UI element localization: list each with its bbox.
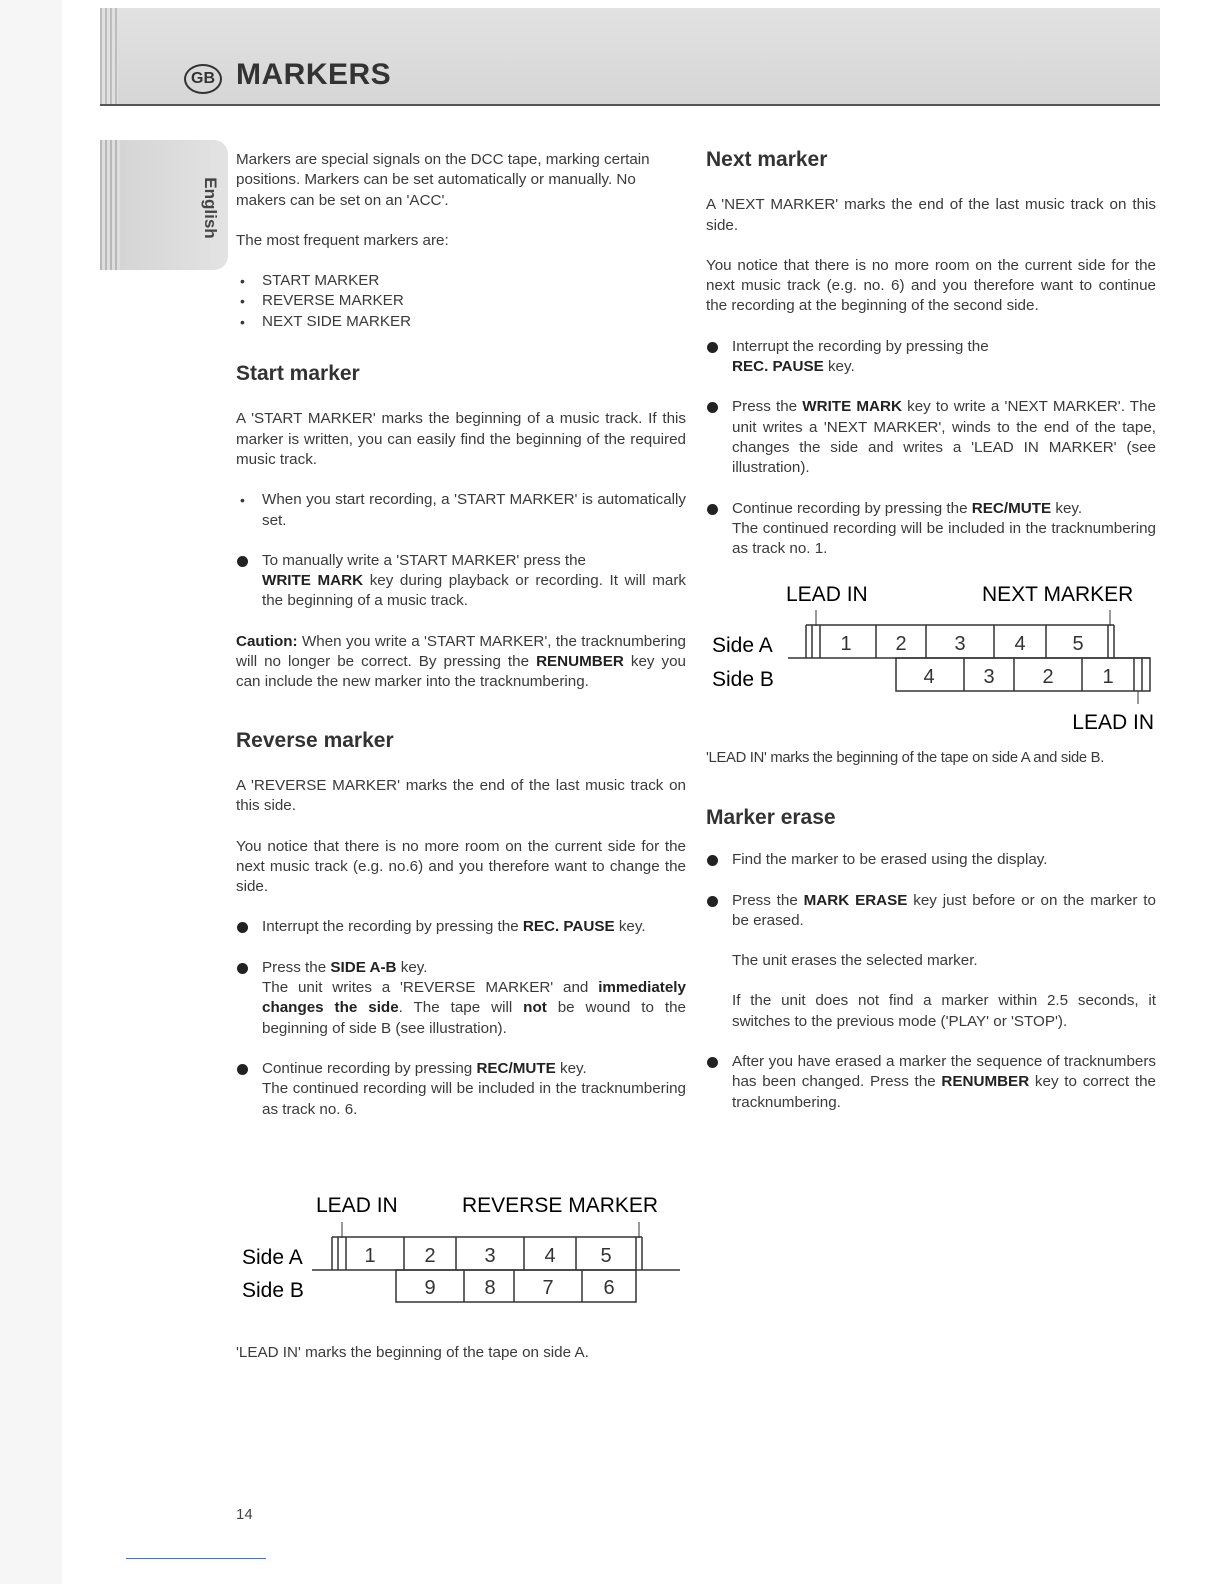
side-b-track: 6 — [603, 1277, 615, 1299]
key-renumber: RENUMBER — [536, 653, 624, 671]
erase-bullet-1: Find the marker to be erased using the display. — [706, 850, 1156, 870]
page-title: MARKERS — [236, 58, 392, 91]
text-span: key you can include the new marker into the tracknumbering. — [236, 653, 686, 691]
reverse-bullet-2 — [236, 958, 686, 1039]
diagram-label-reverse-marker: REVERSE MARKER — [462, 1194, 659, 1217]
side-a-track: 4 — [1014, 633, 1026, 655]
reverse-marker-heading: Reverse marker — [236, 728, 394, 752]
text-span: key. — [1055, 499, 1083, 517]
tab-stripes — [100, 140, 120, 270]
key-rec-mute: REC/MUTE — [971, 499, 1052, 517]
side-a-track: 2 — [895, 633, 907, 655]
bold-text: immediately changes the side — [262, 979, 686, 1017]
side-a-track: 2 — [424, 1245, 436, 1267]
start-auto-bullet: • When you start recording, a 'START MARKER' is automatically set. — [236, 490, 686, 531]
key-renumber: RENUMBER — [941, 1073, 1030, 1091]
text-span: The continued recording will be included in the tracknumbering as track no. 6. — [262, 1080, 686, 1118]
text-span: key. — [400, 958, 428, 976]
text-span: Continue recording by pressing — [262, 1059, 473, 1077]
key-rec-pause: REC. PAUSE — [522, 918, 615, 936]
next-bullet-3 — [706, 499, 1156, 560]
left-column — [236, 150, 686, 1140]
side-b-track: 1 — [1102, 666, 1114, 688]
scan-edge — [0, 0, 62, 1584]
caution-label: Caution: — [236, 632, 298, 650]
reverse-bullet-1 — [236, 917, 686, 937]
reverse-paragraph-1: A 'REVERSE MARKER' marks the end of the last music track on this side. — [236, 776, 686, 815]
text-span: key during playback or recording. It will mark the beginning of a music track. — [262, 572, 686, 610]
side-a-label: Side A — [712, 634, 773, 657]
key-side-ab: SIDE A-B — [330, 958, 397, 976]
side-b-label: Side B — [242, 1279, 304, 1302]
language-label: English — [201, 177, 220, 239]
start-manual-bullet — [236, 551, 686, 612]
key-mark-erase: MARK ERASE — [803, 891, 908, 909]
side-b-track: 9 — [424, 1277, 436, 1299]
diagram-label-lead-in: LEAD IN — [316, 1194, 398, 1217]
text-span: be wound to the beginning of side B (see illustration). — [262, 999, 686, 1037]
side-a-track: 5 — [600, 1245, 612, 1267]
next-paragraph-1: A 'NEXT MARKER' marks the end of the last music track on this side. — [706, 196, 1156, 234]
key-rec-pause: REC. PAUSE — [732, 358, 824, 376]
reverse-paragraph-2: You notice that there is no more room on the current side for the next music track (e.g. no.6) and you therefore want to change the side. — [236, 837, 686, 896]
side-a-track: 4 — [544, 1245, 556, 1267]
text-span: When you write a 'START MARKER', the tracknumbering will no longer be correct. By pressing the — [236, 632, 686, 671]
marker-list — [236, 271, 686, 332]
diagram-label-next-marker: NEXT MARKER — [982, 583, 1134, 606]
bold-text: not — [523, 999, 547, 1017]
caution-paragraph — [236, 632, 686, 693]
intro-list-lead: The most frequent markers are: — [236, 231, 449, 249]
key-write-mark: WRITE MARK — [262, 572, 364, 590]
start-marker-paragraph: A 'START MARKER' marks the beginning of a music track. If this marker is written, you can easily find the beginning of the required music track. — [236, 410, 686, 468]
erase-bullet-2 — [706, 891, 1156, 932]
side-b-track: 3 — [983, 666, 995, 688]
next-marker-heading: Next marker — [706, 148, 828, 171]
diagram-label-lead-in: LEAD IN — [786, 583, 868, 606]
text-span: Continue recording by pressing the — [732, 499, 968, 517]
footer-link-line — [126, 1558, 266, 1559]
text-span: key just before or on the marker to be erased. — [732, 891, 1156, 929]
text-span: key to write a 'NEXT MARKER'. The unit writes a 'NEXT MARKER', winds to the end of the tape, changes the side and writes a 'LEAD IN MARKER' (see illustration). — [732, 398, 1156, 477]
side-a-track: 1 — [364, 1245, 376, 1267]
text-span: Press the — [732, 891, 798, 909]
side-a-label: Side A — [242, 1246, 303, 1269]
side-b-label: Side B — [712, 668, 774, 691]
text-span: Press the — [262, 958, 327, 976]
side-a-track: 5 — [1072, 633, 1084, 655]
erase-bullet-3 — [706, 1052, 1156, 1113]
text-span: key to correct the tracknumbering. — [732, 1073, 1156, 1111]
text-span: . The tape will — [398, 999, 513, 1017]
left-diagram-caption: 'LEAD IN' marks the beginning of the tape on side A. — [236, 1344, 589, 1361]
key-write-mark: WRITE MARK — [802, 398, 902, 416]
text-span: key. — [618, 918, 646, 936]
side-b-track: 4 — [923, 666, 935, 688]
next-paragraph-2: You notice that there is no more room on the current side for the next music track (e.g. no. 6) and you therefore want to continue the recording at the beginning of the second side. — [706, 256, 1156, 315]
side-b-track: 2 — [1042, 666, 1054, 688]
text-span: Press the — [732, 398, 798, 416]
right-diagram-caption: 'LEAD IN' marks the beginning of the tape on side A and side B. — [706, 750, 1105, 766]
list-item: • START MARKER — [236, 271, 686, 291]
next-marker-diagram — [706, 570, 1160, 740]
text-span: After you have erased a marker the sequence of tracknumbers has been changed. Press the — [732, 1053, 1156, 1091]
next-bullet-2 — [706, 397, 1156, 478]
erase-paragraph-1: The unit erases the selected marker. — [732, 952, 978, 970]
list-item: • REVERSE MARKER — [236, 291, 686, 311]
side-b-track: 7 — [542, 1277, 554, 1299]
text-span: To manually write a 'START MARKER' press the — [262, 551, 586, 569]
key-rec-mute: REC/MUTE — [476, 1059, 556, 1077]
side-a-track: 1 — [840, 633, 852, 655]
reverse-marker-diagram — [236, 1182, 686, 1312]
start-marker-heading: Start marker — [236, 362, 360, 386]
reverse-bullet-3 — [236, 1059, 686, 1120]
text-span: The continued recording will be included in the tracknumbering as track no. 1. — [732, 519, 1156, 558]
marker-erase-section — [706, 808, 1156, 1133]
text-span: key. — [827, 358, 855, 376]
next-bullet-1 — [706, 337, 1156, 378]
side-b-track: 8 — [484, 1277, 496, 1299]
diagram-label-lead-in-b: LEAD IN — [1072, 711, 1154, 734]
intro-paragraph: Markers are special signals on the DCC tape, marking certain positions. Markers can be set automatically or manually. No makers can be set on an 'ACC'. — [236, 151, 650, 209]
header-stripes — [100, 8, 118, 104]
marker-erase-heading: Marker erase — [706, 806, 836, 829]
text-span: Interrupt the recording by pressing the — [732, 337, 989, 355]
page-number: 14 — [236, 1506, 253, 1523]
erase-paragraph-2: If the unit does not find a marker within 2.5 seconds, it switches to the previous mode ('PLAY' or 'STOP'). — [732, 992, 1156, 1030]
list-item: • NEXT SIDE MARKER — [236, 312, 686, 332]
side-a-track: 3 — [484, 1245, 496, 1267]
gb-badge: GB — [184, 64, 222, 94]
text-span: key. — [560, 1059, 587, 1077]
right-column — [706, 150, 1156, 579]
text-span: Interrupt the recording by pressing the — [262, 918, 519, 936]
side-a-track: 3 — [954, 633, 966, 655]
text-span: The unit writes a 'REVERSE MARKER' and — [262, 979, 589, 997]
